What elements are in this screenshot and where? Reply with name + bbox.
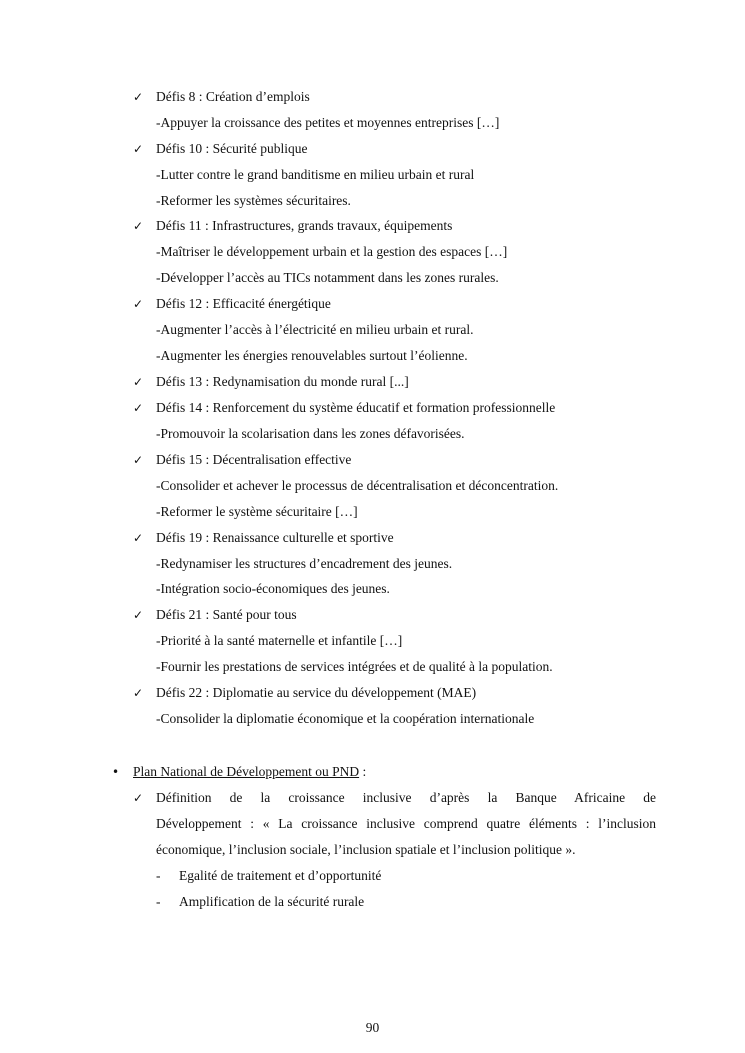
check-icon: ✓ [133, 375, 144, 389]
item-line: -Augmenter les énergies renouvelables surtout l’éolienne. [156, 348, 468, 363]
item-line: -Augmenter l’accès à l’électricité en milieu urbain et rural. [156, 322, 474, 337]
sub-item: Amplification de la sécurité rurale [179, 894, 365, 909]
item-heading: Défis 15 : Décentralisation effective [156, 452, 352, 467]
pnd-title-suffix: : [359, 764, 367, 779]
check-icon: ✓ [133, 686, 144, 700]
item-line: -Reformer les systèmes sécuritaires. [156, 193, 351, 208]
check-icon: ✓ [133, 608, 144, 622]
definition-line: Développement : « La croissance inclusive comprend quatre éléments : l’inclusion [156, 816, 656, 831]
item-line: -Appuyer la croissance des petites et moyennes entreprises […] [156, 115, 500, 130]
item-heading: Défis 10 : Sécurité publique [156, 141, 308, 156]
check-icon: ✓ [133, 453, 144, 467]
item-heading: Défis 11 : Infrastructures, grands travaux, équipements [156, 218, 453, 233]
item-heading: Défis 19 : Renaissance culturelle et sportive [156, 530, 394, 545]
item-line: -Consolider et achever le processus de décentralisation et déconcentration. [156, 478, 559, 493]
definition-line: Définition de la croissance inclusive d’après la Banque Africaine de [156, 790, 656, 805]
item-heading: Défis 21 : Santé pour tous [156, 607, 297, 622]
pnd-title [133, 763, 366, 781]
pnd-title-text: Plan National de Développement ou PND [133, 764, 360, 779]
item-line: -Maîtriser le développement urbain et la gestion des espaces […] [156, 244, 508, 259]
item-line: -Intégration socio-économiques des jeunes. [156, 581, 390, 596]
item-heading: Défis 13 : Redynamisation du monde rural [...] [156, 374, 409, 389]
item-heading: Défis 14 : Renforcement du système éducatif et formation professionnelle [156, 400, 556, 415]
dash-marker: - [156, 894, 161, 909]
item-line: -Reformer le système sécuritaire […] [156, 504, 358, 519]
item-line: -Développer l’accès au TICs notamment dans les zones rurales. [156, 270, 499, 285]
item-heading: Défis 22 : Diplomatie au service du développement (MAE) [156, 685, 477, 700]
item-line: -Consolider la diplomatie économique et la coopération internationale [156, 711, 535, 726]
page-number: 90 [365, 1020, 380, 1035]
item-line: -Redynamiser les structures d’encadrement des jeunes. [156, 556, 453, 571]
item-heading: Défis 8 : Création d’emplois [156, 89, 310, 104]
dash-marker: - [156, 868, 161, 883]
check-icon: ✓ [133, 90, 144, 104]
item-line: -Priorité à la santé maternelle et infantile […] [156, 633, 403, 648]
check-icon: ✓ [133, 401, 144, 415]
item-heading: Défis 12 : Efficacité énergétique [156, 296, 331, 311]
definition-line: économique, l’inclusion sociale, l’inclusion spatiale et l’inclusion politique ». [156, 842, 576, 857]
bullet-icon: • [112, 765, 120, 779]
item-line: -Promouvoir la scolarisation dans les zones défavorisées. [156, 426, 465, 441]
check-icon: ✓ [133, 219, 144, 233]
check-icon: ✓ [133, 531, 144, 545]
check-icon: ✓ [133, 297, 144, 311]
item-line: -Lutter contre le grand banditisme en milieu urbain et rural [156, 167, 475, 182]
item-line: -Fournir les prestations de services intégrées et de qualité à la population. [156, 659, 553, 674]
check-icon: ✓ [133, 791, 144, 805]
sub-item: Egalité de traitement et d’opportunité [179, 868, 382, 883]
check-icon: ✓ [133, 142, 144, 156]
